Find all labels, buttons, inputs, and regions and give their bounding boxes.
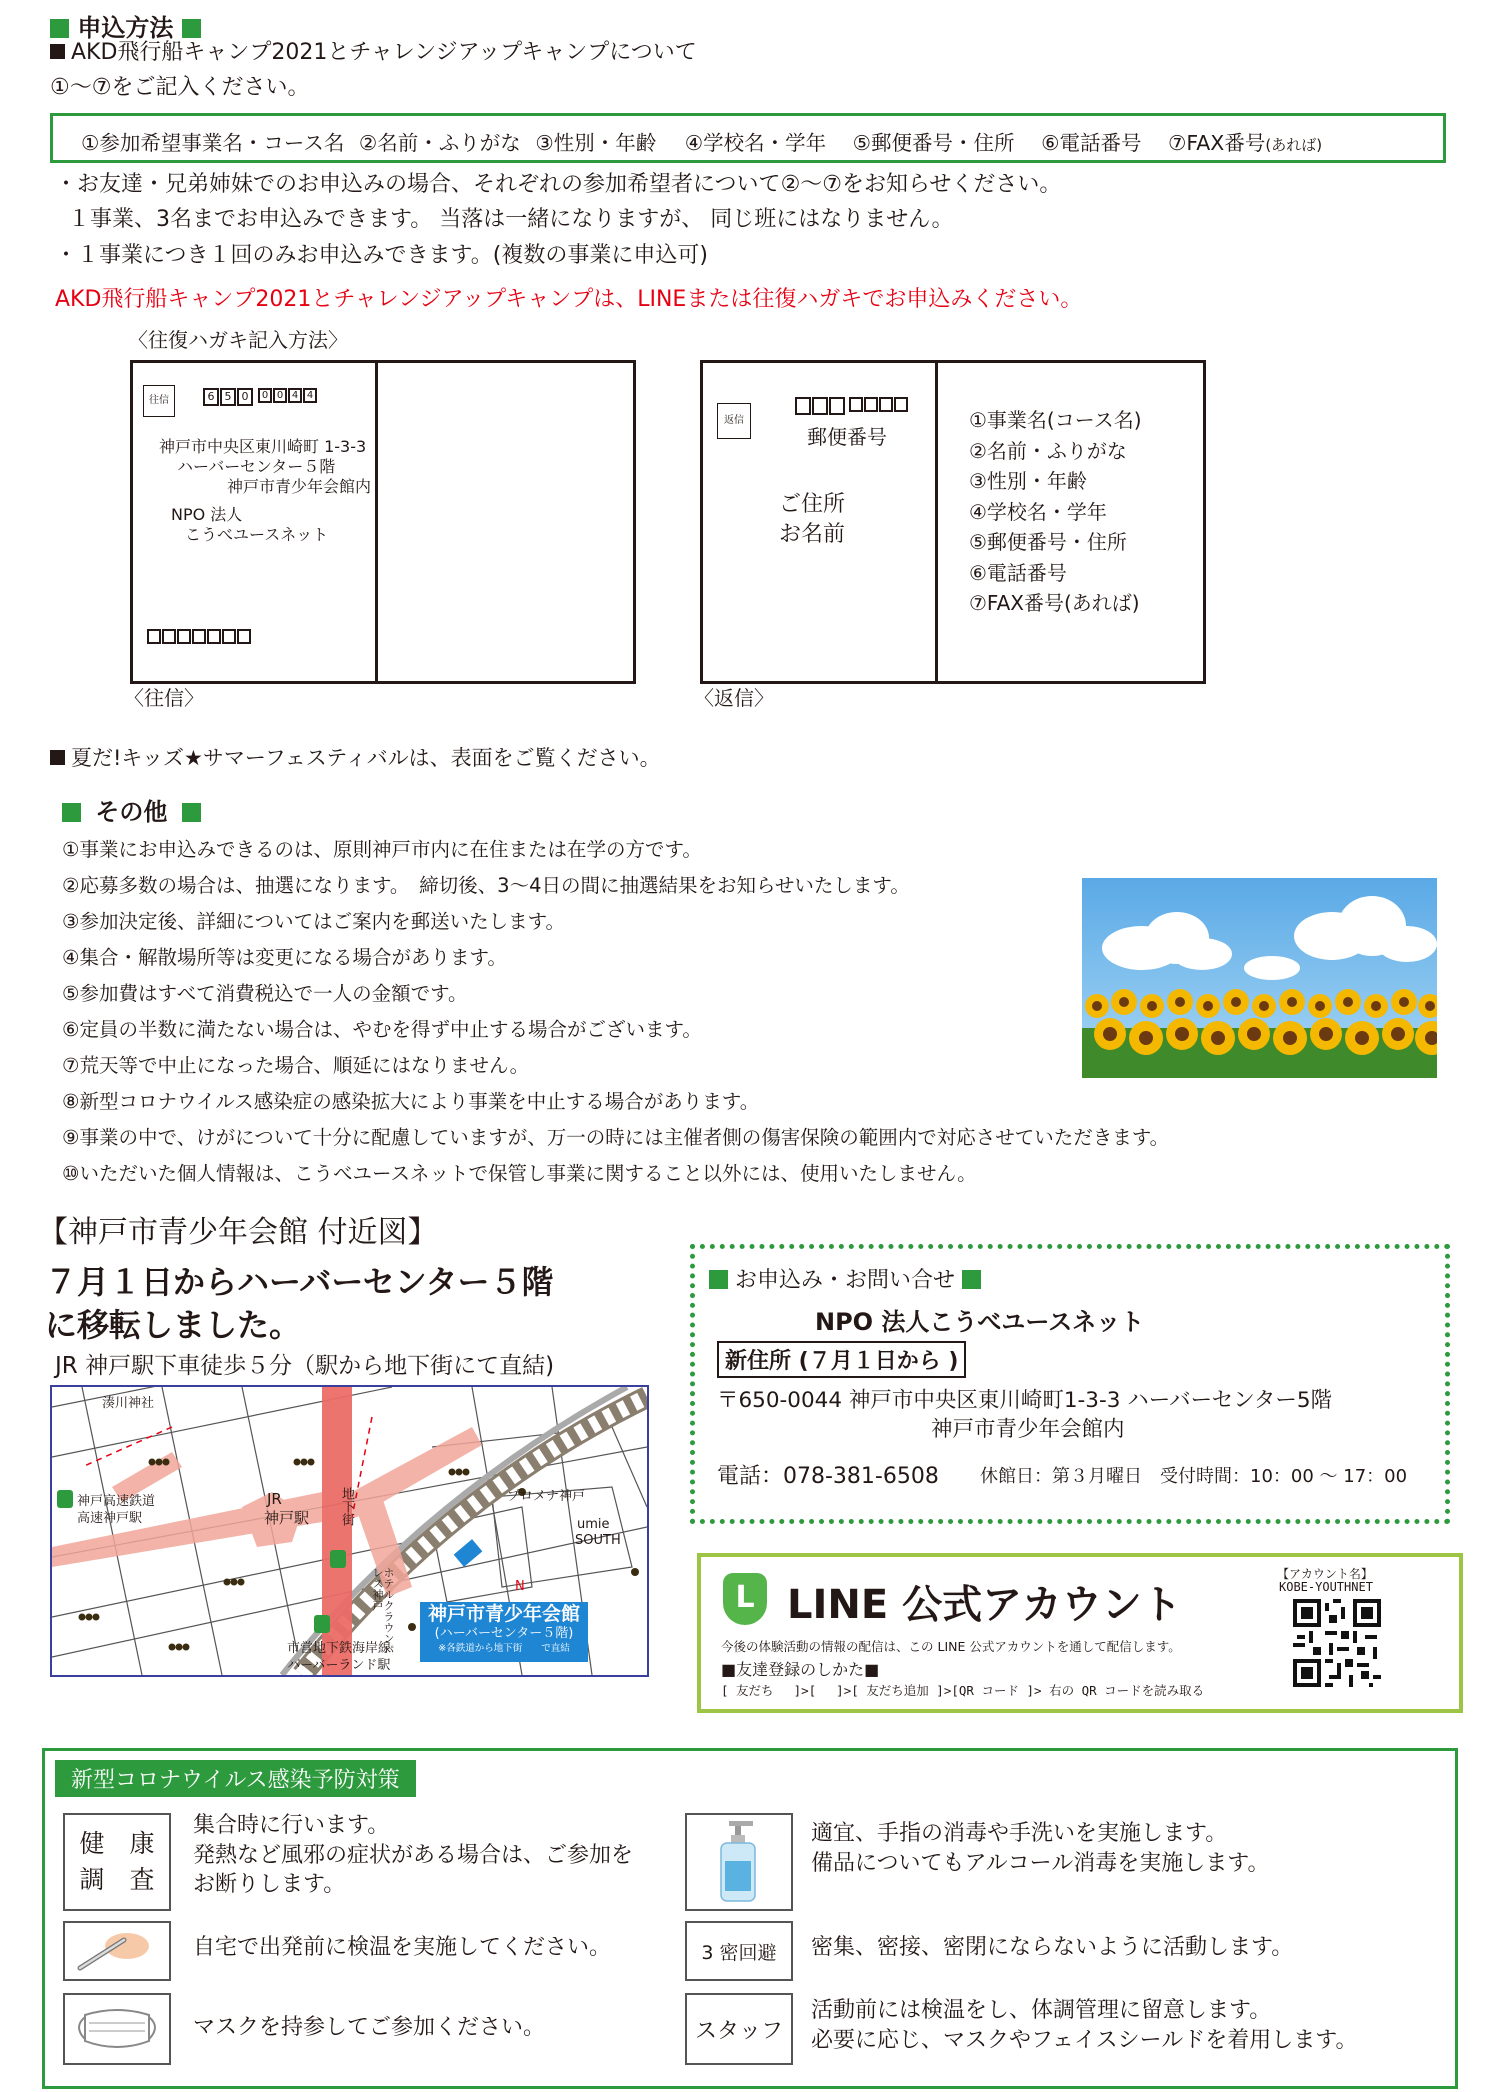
list-item: ⑦荒天等で中止になった場合、順延にはなりません。 <box>62 1054 530 1077</box>
zip-label: 郵便番号 <box>807 425 887 449</box>
outgoing-caption: 〈往信〉 <box>124 686 204 710</box>
avoid-3c-text: 密集、密接、密閉にならないように活動します。 <box>811 1935 1294 1960</box>
avoid-3c-label: 3 密回避 <box>685 1921 793 1981</box>
contact-tel: 電話：078-381-6508 <box>717 1464 939 1489</box>
square-icon <box>962 1270 981 1289</box>
new-address-label: 新住所 (７月１日から ) <box>717 1341 966 1378</box>
map-label-jr: JR <box>267 1490 282 1508</box>
thermometer-icon <box>72 1928 162 1974</box>
line-steps: [ 友だち ]>[ ]>[ 友だち追加 ]>[QR コード ]> 右の QR コードを読み取る <box>721 1683 1205 1698</box>
note-2: １事業、3名までお申込みできます。 当落は一緒になりますが、 同じ班にはなりません。 <box>68 207 954 232</box>
north-arrow: N <box>515 1579 525 1594</box>
list-item: ①事業にお申込みできるのは、原則神戸市内に在住または在学の方です。 <box>62 838 702 861</box>
list-item: ⑩いただいた個人情報は、こうべユースネットで保管し事業に関すること以外には、使用いたしません。 <box>62 1162 977 1185</box>
postcard-title: 〈往復ハガキ記入方法〉 <box>128 328 348 352</box>
address-label: ご住所 <box>779 492 846 517</box>
map-label-shrine: 湊川神社 <box>102 1396 155 1411</box>
postcard-divider <box>935 363 938 681</box>
staff-text: 活動前には検温をし、体調管理に留意します。 必要に応じ、マスクやフェイスシールドを着用します。 <box>811 1998 1358 2053</box>
square-icon <box>62 803 81 822</box>
covid-box <box>42 1748 1458 2089</box>
list-item: ③参加決定後、詳細についてはご案内を郵送いたします。 <box>62 910 566 933</box>
contact-hours: 休館日：第３月曜日 受付時間：10：00 ～ 17：00 <box>980 1466 1408 1487</box>
map-label-subway: 市営地下鉄海岸線 <box>287 1641 392 1656</box>
staff-label: スタッフ <box>685 1993 793 2065</box>
list-item: ⑤参加費はすべて消費税込で一人の金額です。 <box>62 982 468 1005</box>
stamp-box: 返信 <box>717 403 751 439</box>
note-1: ・お友達・兄弟姉妹でのお申込みの場合、それぞれの参加希望者について②～⑦をお知らせください。 <box>55 172 1062 197</box>
apply-instruction: ①～⑦をご記入ください。 <box>50 75 310 100</box>
covid-title: 新型コロナウイルス感染予防対策 <box>55 1760 416 1797</box>
line-account-name: KOBE-YOUTHNET <box>1279 1580 1373 1594</box>
line-box <box>697 1553 1463 1713</box>
apply-heading: 申込方法 <box>50 8 201 43</box>
map-label-hanshin: 神戸高速鉄道 <box>77 1494 156 1509</box>
mask-text: マスクを持参してご参加ください。 <box>193 2015 546 2040</box>
summer-note: 夏だ!キッズ★サマーフェスティバルは、表面をご覧ください。 <box>50 742 661 772</box>
contact-org: NPO 法人こうべユースネット <box>815 1308 1145 1336</box>
line-title: LINE 公式アカウント <box>787 1582 1182 1628</box>
list-item: ⑨事業の中で、けがについて十分に配慮していますが、万一の時には主催者側の傷害保険の範囲内で対応させていただきます。 <box>62 1126 1170 1149</box>
thermometer-box <box>63 1921 171 1981</box>
other-list <box>62 832 1169 1192</box>
note-3: ・１事業につき１回のみお申込みできます。(複数の事業に申込可) <box>55 243 708 268</box>
sunflower-illustration <box>1082 878 1437 1078</box>
contact-box <box>690 1244 1450 1524</box>
contact-address-2: 神戸市青少年会館内 <box>931 1417 1125 1442</box>
map-label-promena: プロメナ神戸 <box>507 1489 586 1504</box>
zip-boxes <box>795 397 909 416</box>
square-icon <box>50 19 69 38</box>
qr-code <box>1293 1599 1381 1687</box>
outgoing-address: 神戸市中央区東川崎町 1-3-3 ハーバーセンター５階 神戸市青少年会館内 NPO 法人 こうべユースネット <box>159 437 372 544</box>
mask-box <box>63 1993 171 2065</box>
postcard-divider <box>375 363 378 681</box>
list-item: ⑧新型コロナウイルス感染症の感染拡大により事業を中止する場合があります。 <box>62 1090 760 1113</box>
line-logo: L <box>723 1573 767 1625</box>
map-label-hotel: ホテルクラウンパレス神戸 <box>371 1567 395 1655</box>
map-label-umie: umie <box>577 1517 610 1532</box>
return-postcard <box>700 360 1206 684</box>
return-caption: 〈返信〉 <box>694 686 774 710</box>
health-check-label: 健 康 調 査 <box>63 1813 171 1911</box>
square-icon <box>182 803 201 822</box>
fields-list: ①参加希望事業名・コース名 ②名前・ふりがな ③性別・年齢 ④学校名・学年 ⑤郵便番号・住所 ⑥電話番号 ⑦FAX番号(あれば) <box>81 131 1323 155</box>
list-item: ⑥定員の半数に満たない場合は、やむを得ず中止する場合がございます。 <box>62 1018 702 1041</box>
map-label-umie-2: SOUTH <box>575 1533 621 1548</box>
mask-icon <box>71 2001 163 2057</box>
map-title: 【神戸市青少年会館 付近図】 <box>38 1215 438 1250</box>
stamp-box: 往信 <box>143 385 175 417</box>
zip-boxes: 6 5 0 0 0 4 4 <box>203 388 318 407</box>
sanitizer-box <box>685 1813 793 1911</box>
name-label: お名前 <box>779 522 846 547</box>
qr-code-icon <box>1293 1599 1381 1687</box>
fields-box <box>50 113 1446 163</box>
access-note: JR 神戸駅下車徒歩５分（駅から地下街にて直結) <box>55 1353 555 1379</box>
line-howto: ■友達登録のしかた■ <box>721 1660 880 1679</box>
moved-line-2: に移転しました。 <box>45 1306 302 1344</box>
outgoing-postcard <box>130 360 636 684</box>
health-check-text: 集合時に行います。 発熱など風邪の症状がある場合は、ご参加を お断りします。 <box>193 1813 634 1898</box>
map-label-underground: 地下街 <box>339 1487 354 1526</box>
square-icon <box>182 19 201 38</box>
other-heading: その他 <box>62 792 201 827</box>
sunflower-field-image <box>1082 878 1437 1078</box>
moved-line-1: ７月１日からハーバーセンター５階 <box>45 1263 554 1301</box>
area-map <box>50 1385 649 1677</box>
map-label-subway-2: ハーバーランド駅 <box>287 1658 391 1673</box>
line-desc: 今後の体験活動の情報の配信は、この LINE 公式アカウントを通して配信します。 <box>721 1639 1181 1654</box>
apply-subtitle: AKD飛行船キャンプ2021とチャレンジアップキャンプについて <box>50 38 697 69</box>
line-account-label: 【アカウント名】 <box>1277 1567 1373 1581</box>
sanitizer-bottle-icon <box>709 1819 769 1905</box>
sanitizer-text: 適宜、手指の消毒や手洗いを実施します。 備品についてもアルコール消毒を実施します。 <box>811 1821 1270 1876</box>
map-label-hanshin-2: 高速神戸駅 <box>77 1511 143 1526</box>
map-label-jr-2: 神戸駅 <box>264 1509 310 1527</box>
square-icon <box>709 1270 728 1289</box>
thermometer-text: 自宅で出発前に検温を実施してください。 <box>193 1935 612 1960</box>
contact-heading: お申込み・お問い合せ <box>709 1263 981 1294</box>
list-item: ④集合・解散場所等は変更になる場合があります。 <box>62 946 507 969</box>
return-items: ①事業名(コース名) ②名前・ふりがな ③性別・年齢 ④学校名・学年 ⑤郵便番号・住所 ⑥電話番号 ⑦FAX番号(あれば) <box>969 408 1142 615</box>
sender-zip-boxes <box>147 629 252 648</box>
red-note: AKD飛行船キャンプ2021とチャレンジアップキャンプは、LINEまたは往復ハガキでお申込みください。 <box>55 287 1083 312</box>
venue-marker: 神戸市青少年会館 (ハーバーセンター５階) ※各鉄道から地下街 で直結 <box>420 1602 588 1662</box>
list-item: ②応募多数の場合は、抽選になります。 締切後、3～4日の間に抽選結果をお知らせいたします。 <box>62 874 910 897</box>
square-icon <box>50 750 65 765</box>
contact-address: 〒650-0044 神戸市中央区東川崎町1-3-3 ハーバーセンター5階 <box>717 1388 1333 1413</box>
square-icon <box>50 44 65 59</box>
